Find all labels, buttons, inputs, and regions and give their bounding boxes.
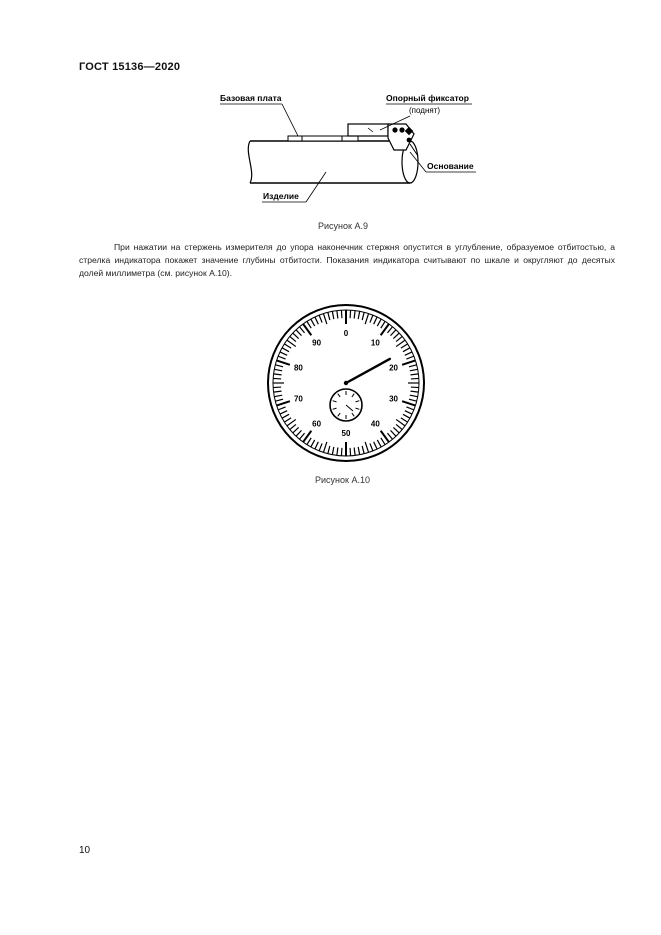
support-clamp-sublabel: (поднят) xyxy=(409,106,441,115)
dial-label: 60 xyxy=(312,419,322,429)
dial-tick xyxy=(350,448,351,456)
figure-a10 xyxy=(265,302,427,464)
pointer-hub xyxy=(344,381,348,385)
dial-tick xyxy=(411,387,419,388)
dial-label: 90 xyxy=(312,338,322,348)
dial-tick xyxy=(341,310,342,318)
dial-tick xyxy=(341,448,342,456)
dial-tick xyxy=(350,310,351,318)
dial-label: 20 xyxy=(389,363,399,373)
dial-label: 10 xyxy=(370,338,380,348)
base-plate-label: Базовая плата xyxy=(220,93,282,103)
support-clamp-label: Опорный фиксатор xyxy=(386,93,469,103)
document-header: ГОСТ 15136—2020 xyxy=(79,61,181,73)
dial-indicator xyxy=(265,302,427,464)
paragraph-text: При нажатии на стержень измерителя до упора наконечник стержня опустится в углубление, образуемое отбитостью, а стрелка индикатора покажет значение глубины отбитости. Показания индикатора считывают по шкале и округляют до десятых долей миллиметра (см. рисунок А.10). xyxy=(79,242,615,278)
dial-label: 80 xyxy=(293,363,303,373)
figure-a9 xyxy=(210,90,485,210)
product-label: Изделие xyxy=(263,191,299,201)
page-number: 10 xyxy=(79,845,91,856)
dial-label: 50 xyxy=(341,429,351,438)
dial-label: 30 xyxy=(389,394,399,404)
dial-tick xyxy=(273,378,281,379)
figure-a9-caption: Рисунок А.9 xyxy=(318,221,368,231)
dial-tick xyxy=(411,378,419,379)
base-label: Основание xyxy=(427,161,474,171)
figure-a10-caption: Рисунок А.10 xyxy=(315,475,370,485)
dial-label: 0 xyxy=(343,329,349,338)
dial-label: 70 xyxy=(293,394,303,404)
dial-label: 40 xyxy=(370,419,380,429)
dial-tick xyxy=(273,387,281,388)
body-paragraph xyxy=(79,241,615,280)
figure-a9-drawing xyxy=(210,90,485,210)
